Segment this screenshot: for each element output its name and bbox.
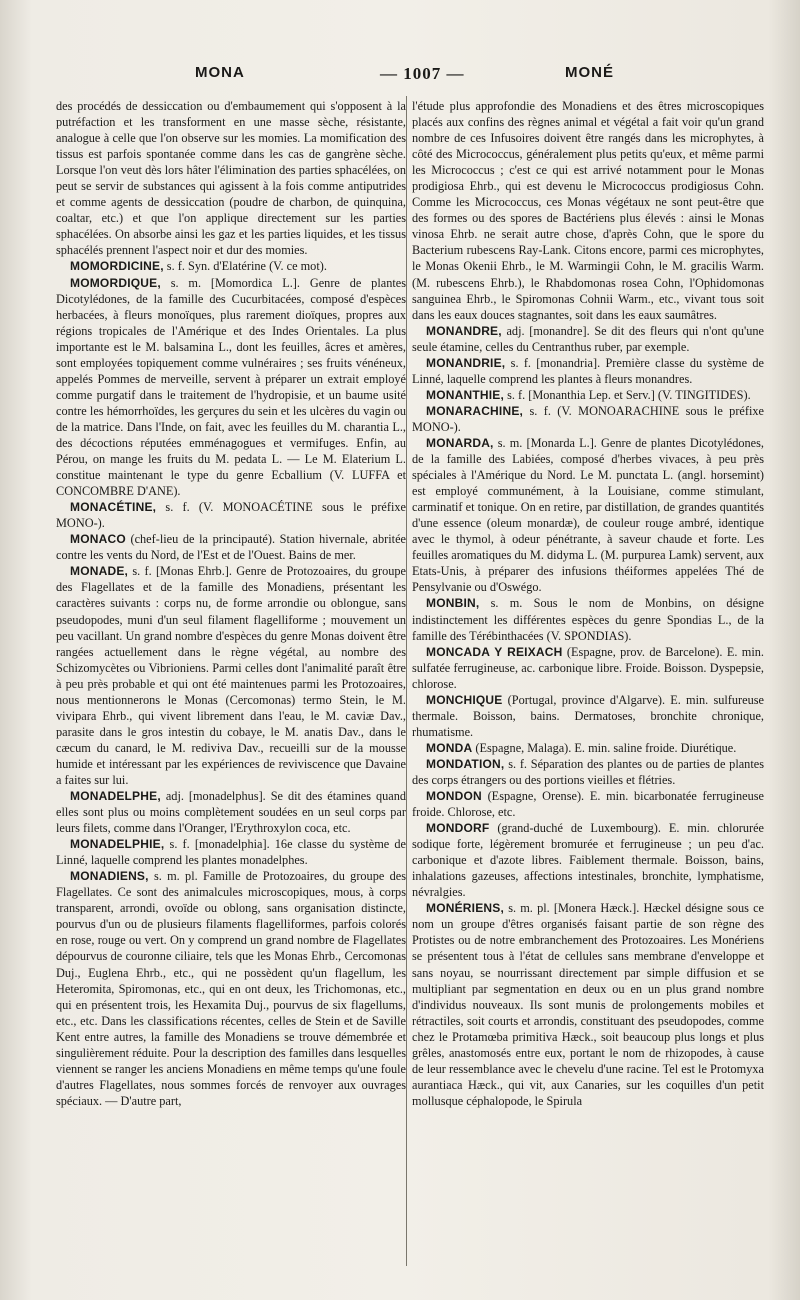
dictionary-entry bbox=[56, 275, 406, 500]
right-column bbox=[412, 98, 764, 1273]
entry-text: s. f. Syn. d'Elatérine (V. ce mot). bbox=[163, 259, 327, 274]
entry-text: s. f. Séparation des plantes ou de parties de plantes des corps étrangers ou des portions vieilles et flétries. bbox=[412, 756, 764, 787]
dictionary-entry bbox=[412, 323, 764, 355]
entry-headword: MONÉRIENS, bbox=[426, 901, 505, 916]
entry-text: s. f. (V. MONOACÉTINE sous le préfixe MONO-). bbox=[56, 500, 406, 531]
entry-headword: MONCADA Y REIXACH bbox=[426, 644, 563, 659]
dictionary-entry bbox=[412, 900, 764, 1109]
entry-text: s. f. [monadelphia]. 16e classe du système de Linné, laquelle comprend les plantes monadelphes. bbox=[56, 837, 406, 868]
entry-text: s. m. [Momordica L.]. Genre de plantes Dicotylédones, de la famille des Cucurbitacées, composé d'espèces herbacées, à fleurs monoïques, plus rarement dioïques, propres aux régions tropicales de l'Amérique et des Indes Orientales. La plus importante est le M. balsamina L., dont les feuilles, âcres et amères, sont employées topiquement comme vulnéraires ; ses fruits vénéneux, appelés Pommes de merveille, servent à préparer un extrait employé comme purgatif dans le traitement de l'hydropisie, et un baume usité contre les hémorrhoïdes, les gerçures du sein et les ulcères du vagin ou de la matrice. Dans l'Inde, on fait, avec les feuilles du M. charantia L., des décoctions réputées emménagogues et vermifuges. Enfin, au Pérou, on mange les fruits du M. pedata L. — Le M. Elaterium L. constitue maintenant le type du genre Ecballium (V. LUFFA et CONCOMBRE D'ANE). bbox=[56, 275, 406, 499]
entry-text: (Portugal, province d'Algarve). E. min. sulfureuse thermale. Boisson, bains. Dermatoses, bronchite chronique, rhumatisme. bbox=[412, 692, 764, 739]
dictionary-entry bbox=[412, 595, 764, 643]
dictionary-entry bbox=[56, 499, 406, 531]
dictionary-entry bbox=[412, 788, 764, 820]
dictionary-entry bbox=[56, 258, 406, 274]
entry-headword: MONDATION, bbox=[426, 756, 505, 771]
entry-text: adj. [monadelphus]. Se dit des étamines quand elles sont plus ou moins complètement soudées en un seul corps par leurs filets, comme dans l'Oranger, l'Erythroxylon coca, etc. bbox=[56, 789, 406, 836]
dictionary-entry bbox=[412, 740, 764, 756]
dictionary-entry bbox=[56, 563, 406, 788]
dictionary-entry bbox=[56, 98, 406, 258]
entry-text: (Espagne, Malaga). E. min. saline froide. Diurétique. bbox=[472, 740, 737, 755]
entry-headword: MONCHIQUE bbox=[426, 692, 503, 707]
entry-text: (Espagne, prov. de Barcelone). E. min. sulfatée ferrugineuse, ac. carbonique libre. Froide. Boisson. Dyspepsie, chlorose. bbox=[412, 644, 764, 691]
entry-text: des procédés de dessiccation ou d'embaumement qui s'opposent à la putréfaction et les transforment en une masse sèche, résistante, analogue à celle que l'on observe sur les momies. La momification des tissus est parfois spontanée comme dans les cas de gangrène sèche. Lorsque l'on veut dès lors hâter l'élimination des parties sphacélées, on peut se servir de substances qui agissent à la fois comme antiputrides et comme agents de dessiccation (poudre de charbon, de quinquina, coaltar, etc.) et que l'on applique directement sur les parties sphacélées. On absorbe ainsi les gaz et les parties liquides, et les tissus sphacélés prennent l'aspect noir et dur des momies. bbox=[56, 99, 406, 258]
left-column bbox=[56, 98, 406, 1273]
page-number: — 1007 — bbox=[380, 64, 465, 83]
entry-text: s. m. [Monarda L.]. Genre de plantes Dicotylédones, de la famille des Labiées, composé d'herbes vivaces, à peu près spéciales à l'Amérique du Nord. Le M. punctata L. (angl. horsemint) est employé communément, à la Louisiane, comme stimulant, carminatif et tonique. On en retire, par distillation, de grandes quantités d'une essence (oleum monardæ), de couleur rouge ambré, identique avec le thymol, à odeur pénétrante, à saveur chaude et forte. Les feuilles aromatiques du M. didyma L. (M. purpurea Lamk) servent, aux Etats-Unis, à préparer des infusions théiformes appelées Thé de Pensylvanie ou d'Oswégo. bbox=[412, 435, 764, 595]
running-header bbox=[60, 60, 760, 86]
dictionary-entry bbox=[412, 820, 764, 900]
dictionary-entry bbox=[412, 355, 764, 387]
entry-headword: MONANTHIE, bbox=[426, 387, 504, 402]
entry-text: (grand-duché de Luxembourg). E. min. chlorurée sodique forte, légèrement bromurée et ferrugineuse ; un peu d'ac. carbonique et d'azote libres. Faiblement thermale. Boisson, bains, inhalations gazeuses, affections intestinales, bronchite, lymphatisme, névralgies. bbox=[412, 821, 764, 900]
entry-text: s. f. [monandria]. Première classe du système de Linné, laquelle comprend les plantes à fleurs monandres. bbox=[412, 355, 764, 386]
entry-headword: MONDORF bbox=[426, 821, 490, 836]
entry-headword: MONARACHINE, bbox=[426, 403, 524, 418]
entry-text: l'étude plus approfondie des Monadiens et des êtres microscopiques placés aux confins des règnes animal et végétal a fait voir qu'un grand nombre de ces Infusoires doivent être rangés dans les microphytes, à côté des Micrococcus, généralement plus petits qu'eux, et même parmi les Micrococcus ; c'est ce qui est arrivé notamment pour le Monas prodigiosa Ehrb., qui est devenu le Micrococcus prodigiosus Cohn. Comme les Micrococcus, ces Monas végétaux ne sont peut-être que des formes ou des spores de Bactériens plus élevés : ainsi le Monas vinosa Ehrb. ne serait autre chose, d'après Cohn, que le spore du Bacterium rubescens Ray-Lank. Citons encore, parmi ces microphytes, le Monas Okenii Ehrb., le M. Warmingii Cohn, le M. gracilis Warm. (M. rubescens Ehrb.), le Rhabdomonas rosea Cohn, l'Ophidomonas sanguinea Ehrb., le Spiromonas Cohnii Warm., etc., vivant tous soit dans les eaux douces stagnantes, soit dans les eaux saumâtres. bbox=[412, 99, 764, 322]
entry-headword: MONADE, bbox=[70, 564, 129, 579]
column-divider bbox=[406, 96, 407, 1266]
entry-headword: MONBIN, bbox=[426, 596, 480, 611]
dictionary-entry bbox=[412, 387, 764, 403]
entry-text: s. f. [Monanthia Lep. et Serv.] (V. TINGITIDES). bbox=[504, 387, 751, 402]
entry-headword: MONDA bbox=[426, 740, 473, 755]
entry-headword: MONANDRE, bbox=[426, 323, 502, 338]
dictionary-entry bbox=[412, 756, 764, 788]
header-right-guide-word: MONÉ bbox=[565, 64, 614, 81]
entry-headword: MONDON bbox=[426, 789, 482, 804]
entry-text: (chef-lieu de la principauté). Station hivernale, abritée contre les vents du Nord, de l'Est et de l'Ouest. Bains de mer. bbox=[56, 532, 406, 563]
dictionary-entry bbox=[412, 644, 764, 692]
entry-headword: MOMORDIQUE, bbox=[70, 275, 161, 290]
entry-headword: MONACÉTINE, bbox=[70, 500, 157, 515]
dictionary-entry bbox=[412, 435, 764, 595]
entry-text: (Espagne, Orense). E. min. bicarbonatée ferrugineuse froide. Chlorose, etc. bbox=[412, 789, 764, 820]
dictionary-entry bbox=[56, 788, 406, 836]
entry-text: s. f. [Monas Ehrb.]. Genre de Protozoaires, du groupe des Flagellates et de la famille des Monadiens, présentant les caractères suivants : corps nu, de forme arrondie ou oblongue, sans pseudopodes, muni d'un seul filament flagelliforme ; mouvement un peu vacillant. Un grand nombre d'espèces du genre Monas doivent être rangées actuellement dans le règne végétal, au nombre des Schizomycètes ou Vibrioniens. Parmi celles dont l'animalité paraît être à peu près probable et qui ont été maintenues parmi les Protozoaires, nous mentionnerons le Monas (Cercomonas) termo Stein, le M. vivipara Ehrb., qui vivent librement dans l'eau, le M. caviæ Dav., parasite dans le gros intestin du cobaye, le M. anatis Dav., dans le cæcum du canard, le M. rediviva Dav., recueilli sur de la mousse humide et intéressant par les expériences de reviviscence que Davaine a faites sur lui. bbox=[56, 564, 406, 787]
entry-text: adj. [monandre]. Se dit des fleurs qui n'ont qu'une seule étamine, celles du Centranthus ruber, par exemple. bbox=[412, 323, 764, 354]
entry-headword: MONANDRIE, bbox=[426, 355, 506, 370]
entry-text: s. f. (V. MONOARACHINE sous le préfixe MONO-). bbox=[412, 403, 764, 434]
entry-headword: MONADELPHIE, bbox=[70, 837, 165, 852]
entry-headword: MONADIENS, bbox=[70, 869, 149, 884]
entry-headword: MONARDA, bbox=[426, 435, 494, 450]
entry-headword: MONADELPHE, bbox=[70, 789, 161, 804]
dictionary-entry bbox=[56, 531, 406, 563]
entry-text: s. m. pl. [Monera Hæck.]. Hæckel désigne sous ce nom un groupe d'êtres organisés faisant partie de son règne des Protistes ou de notre embranchement des Protozoaires. Les Monériens se présentent tous à l'état de cellules sans membrane d'enveloppe et sans noyau, se nourrissant directement par simple diffusion et se multipliant par segmentation en deux ou en un plus grand nombre d'individus nouveaux. Ils sont munis de prolongements mobiles et rétractiles, soit courts et arrondis, constituant des pseudopodes, comme chez le Protamœba primitiva Hæck., soit beaucoup plus longs et plus grêles, anastomosés entre eux, portant le nom de rhizopodes, à cause de leur ressemblance avec le chevelu d'une racine. Tel est le Protomyxa aurantiaca Hæck., qui vit, aux Canaries, sur les coquilles d'un petit mollusque céphalopode, le Spirula bbox=[412, 901, 764, 1108]
entry-text: s. m. pl. Famille de Protozoaires, du groupe des Flagellates. Ce sont des animalcules microscopiques, mous, à corps transparent, arrondi, ovoïde ou oblong, sans organisation distincte, pourvus d'un ou de plusieurs filaments flagelliformes, parfois colorés en rose, rouge ou vert. On y comprend un grand nombre de Flagellates dépourvus de couronne ciliaire, tels que les Monas Ehrb., Cercomonas Duj., Euglena Ehrb., etc., qui ne possèdent qu'un flagellum, les Heteromita, Spiromonas, etc., qui en ont deux, les Trichomonas, etc., qui en présentent trois, les Hexamita Duj., pourvus de six flagellums, etc., etc. Dans les classifications récentes, celles de Stein et de Saville Kent entre autres, la famille des Monadiens se trouve démembrée et singulièrement réduite. Pour la description des familles dans lesquelles viennent se ranger les anciens Monadiens en même temps qu'une foule d'autres Flagellates, nous sommes forcés de renvoyer aux ouvrages spéciaux. — D'autre part, bbox=[56, 869, 406, 1108]
dictionary-entry bbox=[56, 836, 406, 868]
entry-headword: MOMORDICINE, bbox=[70, 259, 164, 274]
dictionary-entry bbox=[412, 403, 764, 435]
entry-text: s. m. Sous le nom de Monbins, on désigne indistinctement les différentes espèces du genre Spondias L., de la famille des Térébinthacées (V. SPONDIAS). bbox=[412, 596, 764, 643]
header-left-guide-word: MONA bbox=[195, 64, 245, 81]
entry-headword: MONACO bbox=[70, 532, 126, 547]
dictionary-entry bbox=[412, 98, 764, 323]
dictionary-entry bbox=[412, 692, 764, 740]
dictionary-entry bbox=[56, 868, 406, 1109]
